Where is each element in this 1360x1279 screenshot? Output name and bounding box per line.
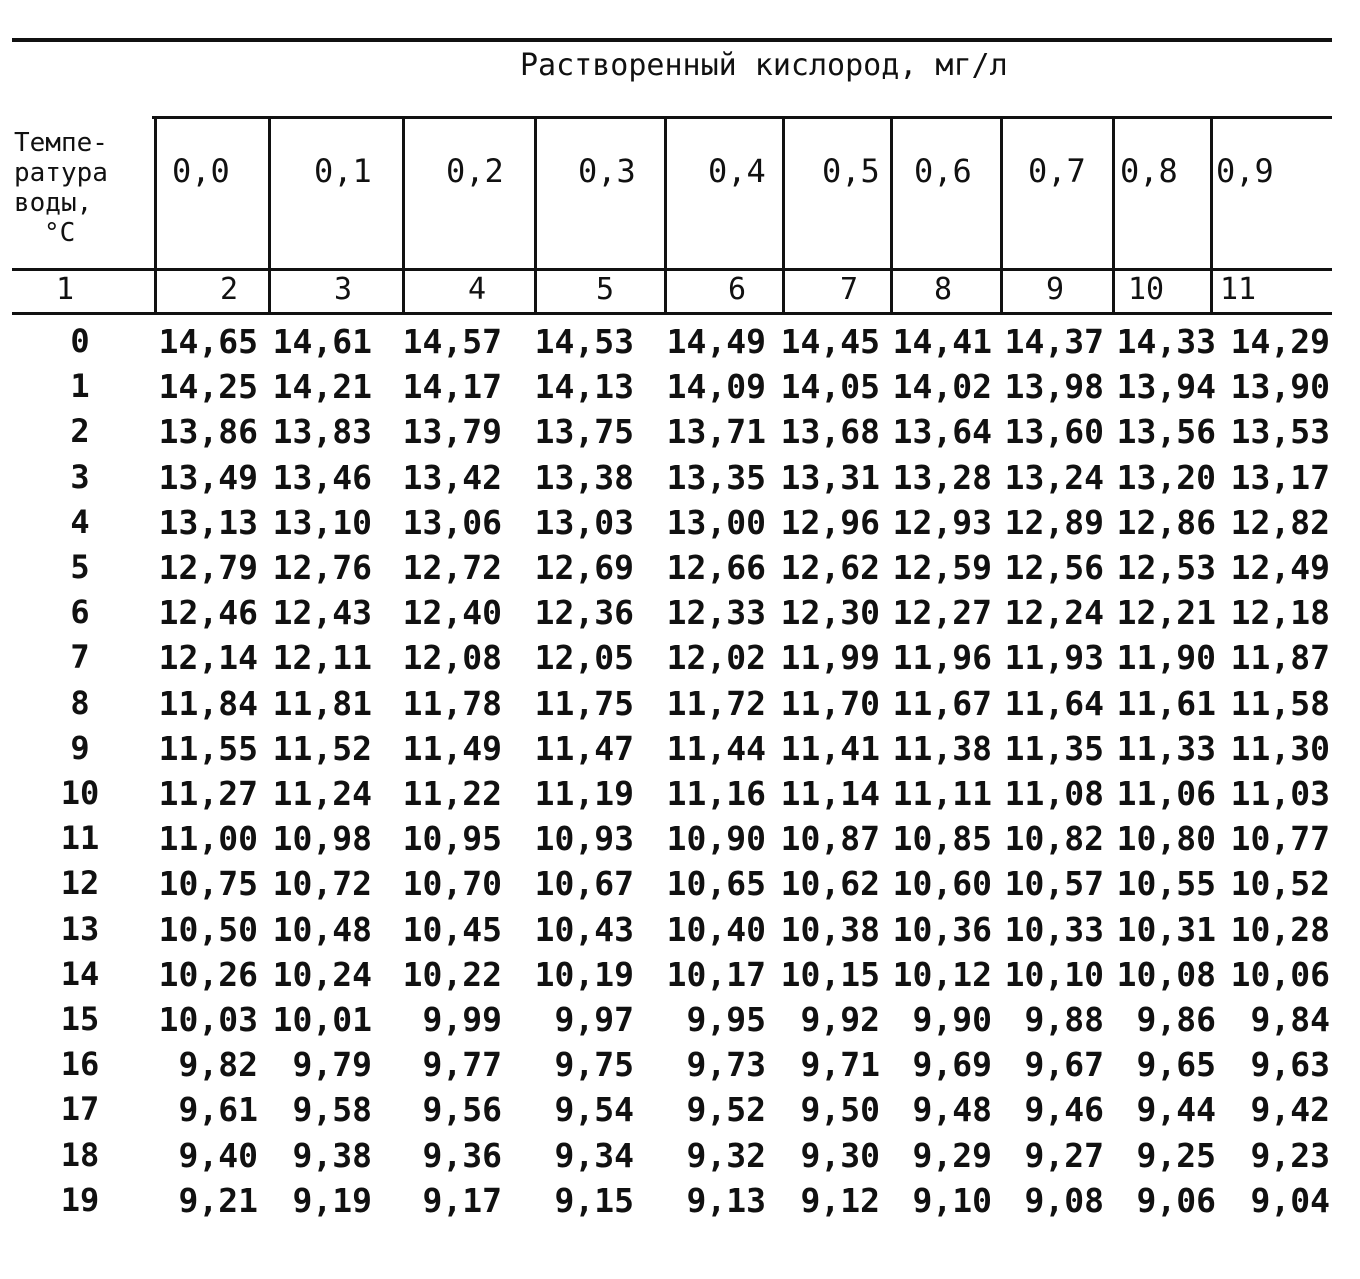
table-row: [0, 593, 1360, 638]
col-header-0-7: 0,7: [1028, 152, 1086, 190]
oxygen-value-cell: 11,00: [158, 819, 258, 859]
oxygen-value-cell: 11,11: [892, 774, 992, 813]
oxygen-value-cell: 12,43: [272, 593, 372, 633]
oxygen-value-cell: 12,56: [1004, 548, 1104, 587]
oxygen-value-cell: 12,33: [666, 593, 766, 633]
oxygen-value-cell: 11,30: [1230, 728, 1330, 768]
temperature-cell: 2: [70, 412, 90, 451]
oxygen-value-cell: 13,75: [534, 412, 634, 452]
oxygen-value-cell: 13,28: [892, 457, 992, 497]
oxygen-value-cell: 9,25: [1136, 1135, 1216, 1175]
temperature-column-header: [14, 128, 154, 248]
table-row: [0, 1181, 1360, 1226]
table-row: [0, 322, 1360, 367]
table-row: [0, 684, 1360, 729]
oxygen-value-cell: 9,17: [422, 1180, 502, 1220]
temperature-cell: 10: [60, 774, 100, 812]
oxygen-value-cell: 14,45: [780, 322, 880, 361]
oxygen-value-cell: 11,93: [1004, 638, 1104, 678]
temperature-cell: 6: [70, 593, 90, 632]
oxygen-value-cell: 10,85: [892, 819, 992, 859]
oxygen-value-cell: 13,17: [1230, 457, 1330, 497]
col-header-0-0: 0,0: [172, 152, 230, 190]
oxygen-value-cell: 11,16: [666, 774, 766, 813]
oxygen-value-cell: 11,70: [780, 683, 880, 723]
oxygen-value-cell: 10,26: [158, 954, 258, 994]
oxygen-value-cell: 10,15: [780, 954, 880, 994]
temperature-cell: 7: [70, 638, 90, 677]
col-number: 5: [596, 272, 615, 307]
oxygen-value-cell: 11,22: [402, 774, 502, 813]
oxygen-value-cell: 9,88: [1024, 1000, 1104, 1039]
table-row: [0, 367, 1360, 412]
oxygen-value-cell: 9,44: [1136, 1090, 1216, 1130]
col-header-0-1: 0,1: [314, 152, 372, 190]
oxygen-value-cell: 13,64: [892, 412, 992, 452]
table-row: [0, 503, 1360, 548]
table-row: [0, 819, 1360, 864]
column-divider: [664, 118, 667, 314]
oxygen-value-cell: 12,53: [1116, 548, 1216, 587]
col-header-0-3: 0,3: [578, 152, 636, 190]
oxygen-value-cell: 12,79: [158, 548, 258, 587]
oxygen-value-cell: 12,14: [158, 638, 258, 678]
oxygen-value-cell: 12,11: [272, 638, 372, 678]
temperature-cell: 5: [70, 548, 90, 586]
oxygen-value-cell: 11,72: [666, 683, 766, 723]
oxygen-value-cell: 10,45: [402, 909, 502, 949]
oxygen-value-cell: 12,02: [666, 638, 766, 678]
oxygen-value-cell: 12,36: [534, 593, 634, 633]
oxygen-value-cell: 9,79: [292, 1045, 372, 1085]
oxygen-value-cell: 12,08: [402, 638, 502, 678]
oxygen-value-cell: 9,21: [178, 1180, 258, 1220]
oxygen-value-cell: 12,49: [1230, 548, 1330, 587]
oxygen-value-cell: 11,49: [402, 728, 502, 768]
oxygen-value-cell: 10,40: [666, 909, 766, 949]
oxygen-value-cell: 12,93: [892, 502, 992, 542]
oxygen-value-cell: 11,61: [1116, 683, 1216, 723]
oxygen-value-cell: 9,86: [1136, 1000, 1216, 1039]
oxygen-value-cell: 13,03: [534, 502, 634, 542]
oxygen-value-cell: 13,49: [158, 457, 258, 497]
table-row: [0, 1136, 1360, 1181]
oxygen-value-cell: 9,34: [554, 1135, 634, 1175]
oxygen-value-cell: 14,29: [1230, 322, 1330, 361]
column-divider: [1000, 118, 1003, 314]
oxygen-value-cell: 12,21: [1116, 593, 1216, 633]
oxygen-value-cell: 11,84: [158, 683, 258, 723]
table-row: [0, 412, 1360, 457]
temperature-cell: 11: [60, 819, 100, 858]
table-row: [0, 910, 1360, 955]
temperature-cell: 12: [60, 864, 100, 903]
oxygen-value-cell: 14,25: [158, 367, 258, 407]
col-header-0-9: 0,9: [1216, 152, 1274, 190]
oxygen-value-cell: 10,80: [1116, 819, 1216, 859]
temperature-cell: 8: [70, 683, 90, 722]
temperature-cell: 3: [70, 457, 90, 496]
oxygen-value-cell: 9,84: [1250, 1000, 1330, 1039]
oxygen-value-cell: 10,36: [892, 909, 992, 949]
oxygen-value-cell: 9,69: [912, 1045, 992, 1085]
table-row: [0, 729, 1360, 774]
oxygen-value-cell: 11,19: [534, 774, 634, 813]
column-divider: [890, 118, 893, 314]
oxygen-value-cell: 9,56: [422, 1090, 502, 1130]
oxygen-value-cell: 10,43: [534, 909, 634, 949]
header-rule: [152, 116, 1332, 119]
oxygen-value-cell: 13,31: [780, 457, 880, 497]
temperature-cell: 17: [60, 1090, 100, 1129]
oxygen-value-cell: 9,30: [800, 1135, 880, 1175]
oxygen-value-cell: 14,65: [158, 322, 258, 361]
table-row: [0, 955, 1360, 1000]
oxygen-value-cell: 14,13: [534, 367, 634, 407]
col-number: 10: [1128, 272, 1165, 307]
oxygen-value-cell: 14,61: [272, 322, 372, 361]
col-header-0-4: 0,4: [708, 152, 766, 190]
oxygen-value-cell: 12,89: [1004, 502, 1104, 542]
oxygen-value-cell: 13,56: [1116, 412, 1216, 452]
column-divider: [402, 118, 405, 314]
table-row: [0, 458, 1360, 503]
col-header-0-5: 0,5: [822, 152, 880, 190]
oxygen-value-cell: 10,55: [1116, 864, 1216, 904]
oxygen-value-cell: 10,65: [666, 864, 766, 904]
oxygen-value-cell: 9,29: [912, 1135, 992, 1175]
col-header-0-6: 0,6: [914, 152, 972, 190]
col-number: 7: [840, 272, 859, 307]
column-number-rule-top: [12, 268, 1332, 271]
oxygen-value-cell: 11,03: [1230, 774, 1330, 813]
oxygen-value-cell: 13,68: [780, 412, 880, 452]
oxygen-value-cell: 10,77: [1230, 819, 1330, 859]
oxygen-value-cell: 9,50: [800, 1090, 880, 1130]
oxygen-value-cell: 9,77: [422, 1045, 502, 1085]
oxygen-value-cell: 14,41: [892, 322, 992, 361]
oxygen-value-cell: 10,75: [158, 864, 258, 904]
oxygen-value-cell: 12,82: [1230, 502, 1330, 542]
oxygen-value-cell: 10,33: [1004, 909, 1104, 949]
oxygen-value-cell: 10,67: [534, 864, 634, 904]
oxygen-value-cell: 9,08: [1024, 1180, 1104, 1220]
temp-label-line: Темпе-: [14, 128, 108, 158]
oxygen-value-cell: 12,72: [402, 548, 502, 587]
oxygen-value-cell: 10,50: [158, 909, 258, 949]
oxygen-value-cell: 9,42: [1250, 1090, 1330, 1130]
oxygen-value-cell: 9,61: [178, 1090, 258, 1130]
column-divider: [1210, 118, 1213, 314]
oxygen-value-cell: 10,52: [1230, 864, 1330, 904]
table-row: [0, 638, 1360, 683]
oxygen-value-cell: 12,66: [666, 548, 766, 587]
temperature-cell: 0: [70, 322, 90, 360]
oxygen-value-cell: 12,76: [272, 548, 372, 587]
temperature-cell: 13: [60, 909, 100, 948]
table-row: [0, 864, 1360, 909]
oxygen-value-cell: 10,57: [1004, 864, 1104, 904]
oxygen-value-cell: 10,72: [272, 864, 372, 904]
oxygen-value-cell: 14,57: [402, 322, 502, 361]
table-row: [0, 774, 1360, 819]
oxygen-value-cell: 9,92: [800, 1000, 880, 1039]
oxygen-value-cell: 13,10: [272, 502, 372, 542]
oxygen-value-cell: 14,17: [402, 367, 502, 407]
oxygen-value-cell: 9,52: [686, 1090, 766, 1130]
oxygen-value-cell: 11,75: [534, 683, 634, 723]
oxygen-value-cell: 14,53: [534, 322, 634, 361]
oxygen-value-cell: 10,82: [1004, 819, 1104, 859]
oxygen-value-cell: 13,38: [534, 457, 634, 497]
oxygen-value-cell: 9,71: [800, 1045, 880, 1085]
oxygen-value-cell: 13,60: [1004, 412, 1104, 452]
oxygen-value-cell: 11,67: [892, 683, 992, 723]
oxygen-value-cell: 9,38: [292, 1135, 372, 1175]
oxygen-value-cell: 10,12: [892, 954, 992, 994]
oxygen-value-cell: 10,22: [402, 954, 502, 994]
temperature-cell: 15: [60, 1000, 100, 1038]
temp-label-line: °С: [44, 218, 76, 248]
oxygen-value-cell: 9,10: [912, 1180, 992, 1220]
oxygen-value-cell: 13,90: [1230, 367, 1330, 407]
oxygen-value-cell: 13,94: [1116, 367, 1216, 407]
oxygen-value-cell: 10,93: [534, 819, 634, 859]
oxygen-value-cell: 13,79: [402, 412, 502, 452]
oxygen-value-cell: 11,27: [158, 774, 258, 813]
oxygen-value-cell: 11,87: [1230, 638, 1330, 678]
table-row: [0, 548, 1360, 593]
oxygen-value-cell: 13,20: [1116, 457, 1216, 497]
oxygen-value-cell: 10,95: [402, 819, 502, 859]
oxygen-value-cell: 10,08: [1116, 954, 1216, 994]
oxygen-value-cell: 10,10: [1004, 954, 1104, 994]
table-row: [0, 1045, 1360, 1090]
col-number: 3: [334, 272, 353, 307]
oxygen-value-cell: 10,19: [534, 954, 634, 994]
oxygen-value-cell: 11,78: [402, 683, 502, 723]
temperature-cell: 16: [60, 1045, 100, 1084]
oxygen-value-cell: 10,17: [666, 954, 766, 994]
oxygen-value-cell: 10,62: [780, 864, 880, 904]
oxygen-value-cell: 11,06: [1116, 774, 1216, 813]
oxygen-value-cell: 14,09: [666, 367, 766, 407]
oxygen-value-cell: 9,97: [554, 1000, 634, 1039]
oxygen-value-cell: 12,27: [892, 593, 992, 633]
oxygen-value-cell: 10,06: [1230, 954, 1330, 994]
oxygen-value-cell: 14,33: [1116, 322, 1216, 361]
oxygen-value-cell: 11,52: [272, 728, 372, 768]
oxygen-value-cell: 12,96: [780, 502, 880, 542]
column-divider: [534, 118, 537, 314]
oxygen-value-cell: 9,36: [422, 1135, 502, 1175]
oxygen-value-cell: 13,42: [402, 457, 502, 497]
oxygen-value-cell: 11,08: [1004, 774, 1104, 813]
oxygen-value-cell: 10,38: [780, 909, 880, 949]
oxygen-value-cell: 11,96: [892, 638, 992, 678]
oxygen-value-cell: 12,40: [402, 593, 502, 633]
oxygen-value-cell: 10,87: [780, 819, 880, 859]
col-number: 9: [1046, 272, 1065, 307]
oxygen-value-cell: 9,48: [912, 1090, 992, 1130]
oxygen-value-cell: 13,98: [1004, 367, 1104, 407]
oxygen-value-cell: 9,90: [912, 1000, 992, 1039]
col-number: 11: [1220, 272, 1257, 307]
oxygen-value-cell: 11,99: [780, 638, 880, 678]
col-number: 6: [728, 272, 747, 307]
oxygen-value-cell: 14,21: [272, 367, 372, 407]
oxygen-value-cell: 12,05: [534, 638, 634, 678]
oxygen-value-cell: 9,99: [422, 1000, 502, 1039]
oxygen-value-cell: 9,63: [1250, 1045, 1330, 1085]
oxygen-value-cell: 10,98: [272, 819, 372, 859]
oxygen-value-cell: 9,40: [178, 1135, 258, 1175]
oxygen-value-cell: 9,82: [178, 1045, 258, 1085]
oxygen-value-cell: 11,38: [892, 728, 992, 768]
oxygen-value-cell: 9,95: [686, 1000, 766, 1039]
oxygen-value-cell: 14,05: [780, 367, 880, 407]
oxygen-value-cell: 10,70: [402, 864, 502, 904]
oxygen-value-cell: 9,04: [1250, 1180, 1330, 1220]
oxygen-value-cell: 9,46: [1024, 1090, 1104, 1130]
oxygen-value-cell: 10,01: [272, 1000, 372, 1039]
oxygen-value-cell: 9,65: [1136, 1045, 1216, 1085]
oxygen-value-cell: 12,30: [780, 593, 880, 633]
oxygen-value-cell: 12,59: [892, 548, 992, 587]
oxygen-value-cell: 11,64: [1004, 683, 1104, 723]
oxygen-value-cell: 10,03: [158, 1000, 258, 1039]
oxygen-value-cell: 13,24: [1004, 457, 1104, 497]
temp-label-line: ратура: [14, 158, 108, 188]
oxygen-value-cell: 11,47: [534, 728, 634, 768]
col-header-0-2: 0,2: [446, 152, 504, 190]
oxygen-value-cell: 10,90: [666, 819, 766, 859]
temperature-cell: 4: [70, 502, 90, 541]
oxygen-value-cell: 11,35: [1004, 728, 1104, 768]
table-row: [0, 1090, 1360, 1135]
oxygen-value-cell: 11,33: [1116, 728, 1216, 768]
oxygen-value-cell: 11,58: [1230, 683, 1330, 723]
temperature-cell: 19: [60, 1180, 100, 1219]
oxygen-value-cell: 12,62: [780, 548, 880, 587]
oxygen-value-cell: 11,81: [272, 683, 372, 723]
col-number: 2: [220, 272, 239, 307]
oxygen-value-cell: 13,46: [272, 457, 372, 497]
oxygen-value-cell: 13,00: [666, 502, 766, 542]
oxygen-value-cell: 10,48: [272, 909, 372, 949]
oxygen-value-cell: 11,90: [1116, 638, 1216, 678]
oxygen-value-cell: 11,44: [666, 728, 766, 768]
temperature-cell: 1: [70, 367, 90, 406]
oxygen-value-cell: 9,32: [686, 1135, 766, 1175]
column-divider: [1112, 118, 1115, 314]
oxygen-value-cell: 9,19: [292, 1180, 372, 1220]
oxygen-value-cell: 9,58: [292, 1090, 372, 1130]
table-title: Растворенный кислород, мг/л: [520, 48, 1008, 83]
oxygen-value-cell: 9,13: [686, 1180, 766, 1220]
oxygen-value-cell: 12,18: [1230, 593, 1330, 633]
oxygen-value-cell: 12,24: [1004, 593, 1104, 633]
temperature-cell: 18: [60, 1135, 100, 1174]
oxygen-value-cell: 13,13: [158, 502, 258, 542]
oxygen-value-cell: 9,54: [554, 1090, 634, 1130]
oxygen-value-cell: 9,27: [1024, 1135, 1104, 1175]
oxygen-value-cell: 13,06: [402, 502, 502, 542]
oxygen-value-cell: 14,37: [1004, 322, 1104, 361]
oxygen-value-cell: 13,35: [666, 457, 766, 497]
col-header-0-8: 0,8: [1120, 152, 1178, 190]
oxygen-value-cell: 12,46: [158, 593, 258, 633]
temperature-cell: 14: [60, 954, 100, 993]
oxygen-value-cell: 11,14: [780, 774, 880, 813]
oxygen-value-cell: 10,28: [1230, 909, 1330, 949]
table-row: [0, 1000, 1360, 1045]
oxygen-value-cell: 13,71: [666, 412, 766, 452]
top-rule: [12, 38, 1332, 42]
oxygen-value-cell: 9,12: [800, 1180, 880, 1220]
oxygen-value-cell: 12,69: [534, 548, 634, 587]
oxygen-value-cell: 9,73: [686, 1045, 766, 1085]
oxygen-value-cell: 14,02: [892, 367, 992, 407]
oxygen-value-cell: 11,55: [158, 728, 258, 768]
column-number-rule-bottom: [12, 312, 1332, 315]
temperature-cell: 9: [70, 728, 90, 767]
oxygen-value-cell: 13,53: [1230, 412, 1330, 452]
oxygen-value-cell: 12,86: [1116, 502, 1216, 542]
oxygen-value-cell: 10,31: [1116, 909, 1216, 949]
oxygen-value-cell: 9,23: [1250, 1135, 1330, 1175]
oxygen-value-cell: 11,41: [780, 728, 880, 768]
temp-label-line: воды,: [14, 188, 93, 218]
column-divider: [782, 118, 785, 314]
oxygen-value-cell: 13,83: [272, 412, 372, 452]
oxygen-value-cell: 14,49: [666, 322, 766, 361]
oxygen-value-cell: 11,24: [272, 774, 372, 813]
column-divider: [268, 118, 271, 314]
oxygen-value-cell: 10,24: [272, 954, 372, 994]
col-number: 8: [934, 272, 953, 307]
oxygen-value-cell: 9,75: [554, 1045, 634, 1085]
oxygen-value-cell: 9,15: [554, 1180, 634, 1220]
oxygen-value-cell: 9,67: [1024, 1045, 1104, 1085]
oxygen-value-cell: 10,60: [892, 864, 992, 904]
oxygen-value-cell: 13,86: [158, 412, 258, 452]
col-number: 1: [56, 272, 75, 307]
oxygen-value-cell: 9,06: [1136, 1180, 1216, 1220]
col-number: 4: [468, 272, 487, 307]
column-divider: [154, 118, 157, 314]
